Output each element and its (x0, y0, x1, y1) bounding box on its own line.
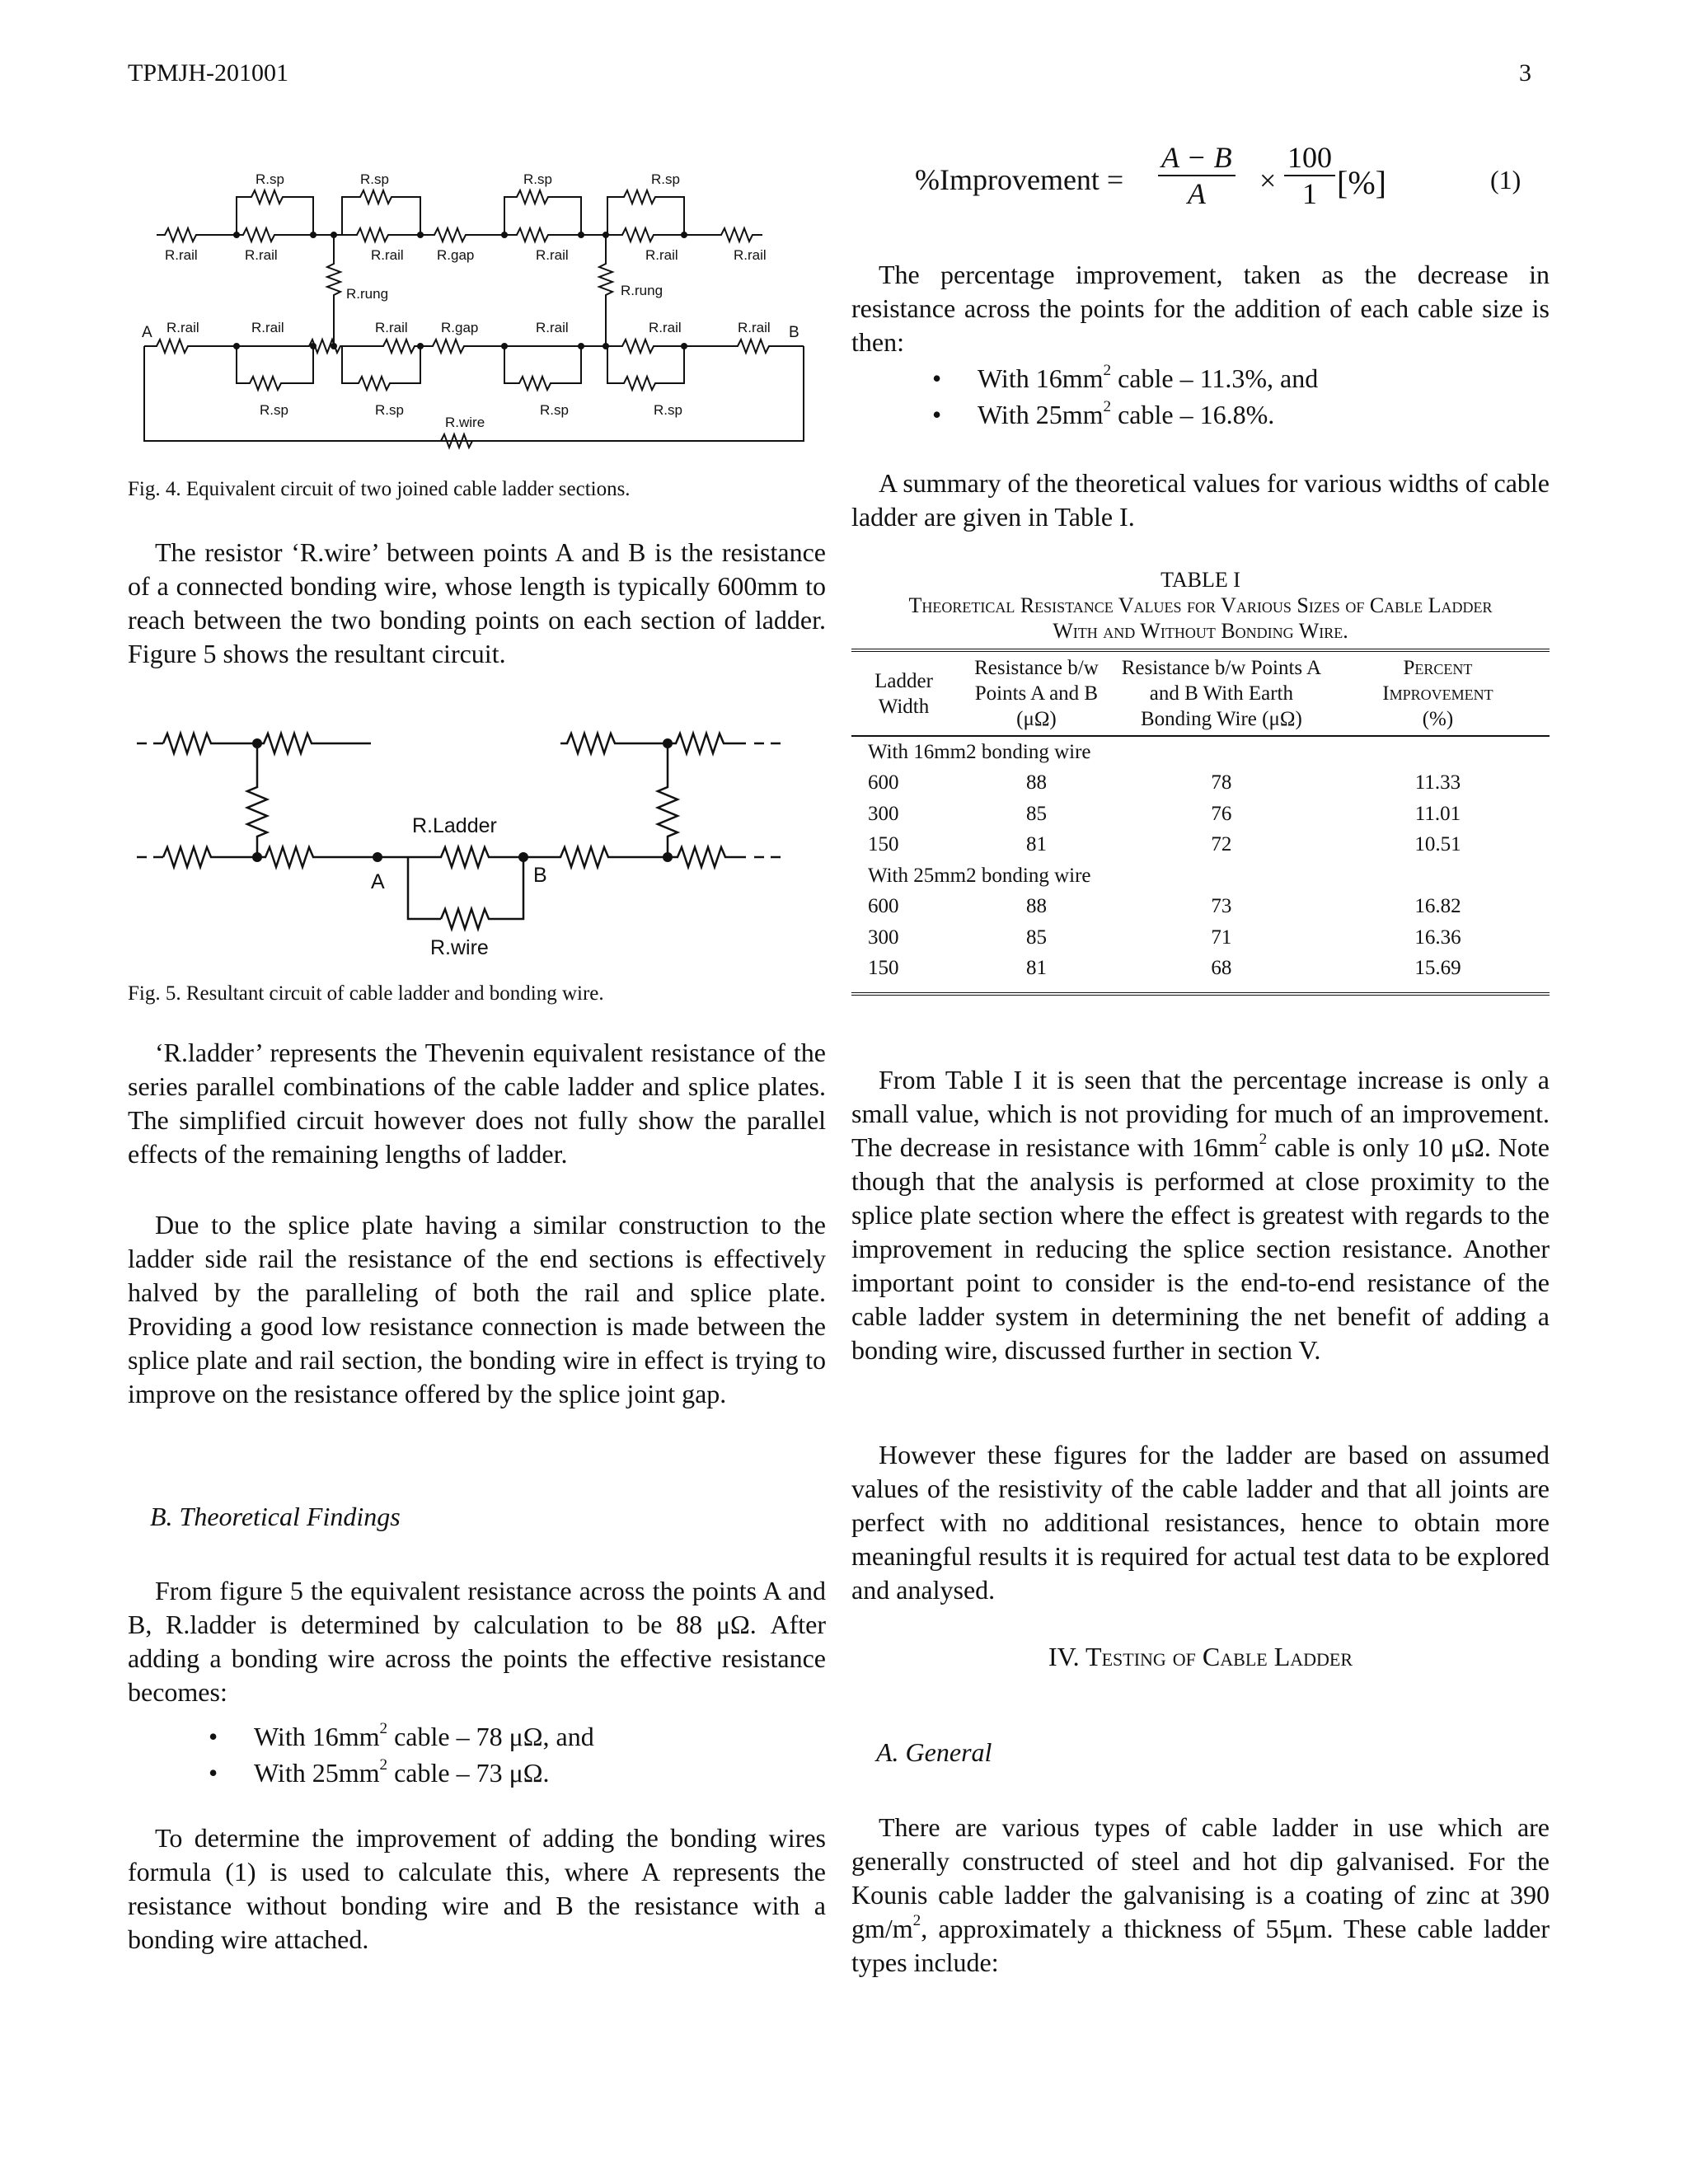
fig4-label: R.rail (165, 247, 198, 263)
equation-lhs: %Improvement = (915, 163, 1124, 196)
column-header: Resistance b/w Points A and B With Earth Bonding Wire (μΩ) (1121, 657, 1322, 730)
bullet-list (851, 360, 1550, 433)
fig4-caption: Fig. 4. Equivalent circuit of two joined cable ladder sections. (128, 478, 631, 500)
fig5-rung-right (658, 743, 678, 857)
fig5-label-rwire: R.wire (430, 936, 489, 959)
fig4-label: R.wire (445, 415, 485, 430)
fig5-point-b: B (533, 864, 547, 887)
paragraph: ‘R.ladder’ represents the Thevenin equivalent resistance of the series parallel combinations of the cable ladder and splice plates. The simplified circuit however does not fully show the parallel effects of the remaining lengths of ladder. (128, 1038, 826, 1169)
fig5-circuit (132, 709, 824, 972)
fig5-caption: Fig. 5. Resultant circuit of cable ladder and bonding wire. (128, 982, 604, 1005)
table-row: 300 85 76 11.01 (868, 802, 1461, 825)
paragraph: To determine the improvement of adding the bonding wires formula (1) is used to calculate this, where A represents the resistance without bonding wire and B the resistance with a bonding wire attached. (128, 1823, 826, 1954)
fig4-label: R.sp (651, 171, 680, 187)
equation-fraction: $\frac{A - B}{A}$ (1158, 140, 1236, 211)
paragraph: Due to the splice plate having a similar construction to the ladder side rail the resistance of the end sections is effectively halved by the paralleling of both the rail and splice plate. Providing a good low resistance connection is made between the splice plate and rail section, the bonding wire in effect is trying to improve on the resistance offered by the splice joint gap. (128, 1210, 826, 1408)
fig4-label: R.rail (536, 247, 569, 263)
fig4-label: R.sp (540, 402, 569, 418)
fig4-label: R.rail (245, 247, 278, 263)
paragraph: The percentage improvement, taken as the decrease in resistance across the points for the addition of each cable size is then: (851, 260, 1550, 357)
fig5-rladder-resistor (377, 847, 523, 867)
table-group-label: With 25mm2 bonding wire (868, 864, 1091, 887)
fig4-circuit (144, 169, 820, 466)
equation-fraction: $\frac{100}{1}$ (1284, 140, 1335, 211)
fig4-top-wire (157, 228, 204, 241)
fig4-label: R.rail (645, 247, 678, 263)
section-heading: IV. Testing of Cable Ladder (1048, 1642, 1353, 1671)
fig4-label: R.sp (260, 402, 288, 418)
fig4-label: R.sp (375, 402, 404, 418)
column-header: Percent Improvement (%) (1382, 657, 1493, 730)
fig5-rwire-resistor (441, 857, 523, 929)
fig4-label: R.sp (360, 171, 389, 187)
fig4-rung-2 (599, 235, 612, 346)
page-number: 3 (1519, 59, 1531, 87)
table-row: 600 88 78 11.33 (868, 771, 1461, 794)
fig4-label: R.gap (441, 320, 479, 335)
fig4-label: R.rail (251, 320, 284, 335)
fig4-label: R.sp (523, 171, 552, 187)
list-item: • With $16mm^2$ cable – 78 μΩ, and (128, 1718, 826, 1755)
fig4-point-b: B (789, 324, 799, 341)
paragraph: However these figures for the ladder are based on assumed values of the resistivity of the cable ladder and that all joints are perfect with no additional resistances, hence to obtain more meaningful results it is required for actual test data to be explored and analysed. (851, 1440, 1550, 1605)
paragraph: From Table I it is seen that the percentage increase is only a small value, which is not providing for much of an improvement. The decrease in resistance with $16mm^2$ cable is only 10 μΩ. Note though that the analysis is performed at close proximity to the splice plate section where the effect is greatest with regards to the improvement in reducing the splice section resistance. Another important point to consider is the end-to-end resistance of the cable ladder system in determining the net benefit of adding a bonding wire, discussed further in section V. (851, 1065, 1550, 1365)
column-header: Ladder Width (874, 669, 933, 718)
subsection-heading: A. General (876, 1737, 992, 1767)
paragraph: There are various types of cable ladder in use which are generally constructed of steel and hot dip galvanised. For the Kounis cable ladder the galvanising is a coating of zinc at 390 $gm/m^2$, approximately a thickness of 55μm. These cable ladder types include: (851, 1812, 1550, 1977)
fig4-label: R.rung (621, 283, 663, 298)
list-item: • With $25mm^2$ cable – 73 μΩ. (128, 1755, 826, 1791)
paragraph: From figure 5 the equivalent resistance across the points A and B, R.ladder is determined by calculation to be 88 μΩ. After adding a bonding wire across the points the effective resistance becomes: (128, 1576, 826, 1707)
bullet-list (128, 1718, 826, 1791)
fig4-label: R.gap (437, 247, 475, 263)
fig4-rung-1 (327, 235, 340, 346)
subsection-heading: B. Theoretical Findings (150, 1502, 401, 1531)
fig5-rung-left (247, 743, 267, 857)
column-header: Resistance b/w Points A and B (μΩ) (974, 657, 1099, 730)
table-1 (851, 567, 1550, 996)
fig4-label: R.sp (256, 171, 284, 187)
table-row: 150 81 68 15.69 (851, 954, 1550, 995)
paragraph: A summary of the theoretical values for various widths of cable ladder are given in Table I. (851, 468, 1550, 532)
fig4-label: R.rail (734, 247, 767, 263)
equation-number: (1) (1490, 165, 1522, 194)
table-row: 600 88 73 16.82 (868, 895, 1461, 918)
fig4-label: R.rung (346, 286, 389, 302)
table-row: 300 85 71 16.36 (868, 926, 1461, 949)
fig5-label-rladder: R.Ladder (412, 814, 497, 837)
fig4-label: R.rail (371, 247, 404, 263)
paragraph: The resistor ‘R.wire’ between points A and B is the resistance of a connected bonding wire, whose length is typically 600mm to reach between the two bonding points on each section of ladder. Figure 5 shows the resultant circuit. (128, 537, 826, 668)
fig4-label: R.rail (536, 320, 569, 335)
list-item: • With $25mm^2$ cable – 16.8%. (851, 396, 1550, 433)
table-title: Theoretical Resistance Values for Various Sizes of Cable Ladder (908, 593, 1493, 617)
running-header: TPMJH-201001 (128, 59, 289, 87)
fig4-label: R.rail (738, 320, 771, 335)
table-title: With and Without Bonding Wire. (1053, 619, 1348, 643)
fig4-point-a: A (142, 324, 152, 341)
equation-1: %Improvement = $\frac{A - B}{A}$ × $\frac{100}{1}$ [%] (1) (915, 141, 1522, 210)
table-row: 150 81 72 10.51 (868, 833, 1461, 856)
list-item: • With $16mm^2$ cable – 11.3%, and (851, 360, 1550, 396)
table-group-label: With 16mm2 bonding wire (868, 740, 1091, 763)
fig4-label: R.rail (375, 320, 408, 335)
fig4-label: R.sp (654, 402, 682, 418)
fig5-point-a: A (371, 870, 385, 893)
fig4-label: R.rail (649, 320, 682, 335)
fig4-label: R.rail (166, 320, 199, 335)
table-label: TABLE I (1160, 568, 1240, 592)
